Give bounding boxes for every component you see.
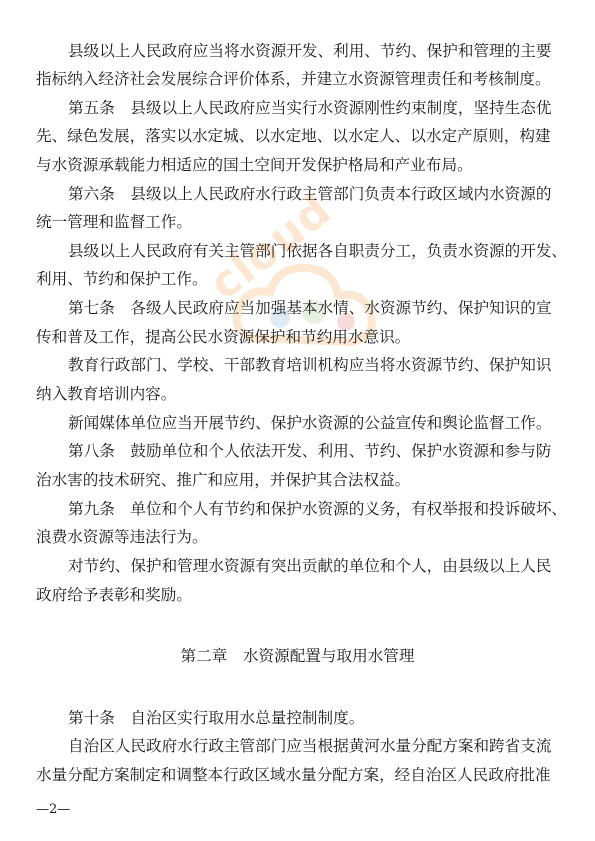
paragraph-line: 治水害的技术研究、推广和应用，并保护其合法权益。 (36, 471, 411, 489)
paragraph-line: 县级以上人民政府有关主管部门依据各自职责分工，负责水资源的开发、 (68, 242, 568, 260)
paragraph-line: 与水资源承载能力相适应的国土空间开发保护格局和产业布局。 (36, 156, 473, 174)
article-8-line: 第八条 鼓励单位和个人依法开发、利用、节约、保护水资源和参与防 (68, 442, 552, 460)
paragraph-line: 县级以上人民政府应当将水资源开发、利用、节约、保护和管理的主要 (68, 42, 552, 60)
paragraph-line: 对节约、保护和管理水资源有突出贡献的单位和个人，由县级以上人民 (68, 557, 552, 575)
paragraph-line: 传和普及工作，提高公民水资源保护和节约用水意识。 (36, 328, 411, 346)
article-10-line: 第十条 自治区实行取用水总量控制制度。 (68, 709, 365, 727)
article-9-line: 第九条 单位和个人有节约和保护水资源的义务，有权举报和投诉破坏、 (68, 500, 568, 518)
paragraph-line: 自治区人民政府水行政主管部门应当根据黄河水量分配方案和跨省支流 (68, 737, 552, 755)
paragraph-line: 指标纳入经济社会发展综合评价体系，并建立水资源管理责任和考核制度。 (36, 70, 551, 88)
paragraph-line: 教育行政部门、学校、干部教育培训机构应当将水资源节约、保护知识 (68, 356, 552, 374)
chapter-title: 第二章 水资源配置与取用水管理 (180, 647, 415, 665)
article-5-line: 第五条 县级以上人民政府应当实行水资源刚性约束制度，坚持生态优 (68, 99, 552, 117)
paragraph-line: 统一管理和监督工作。 (36, 213, 192, 231)
article-7-line: 第七条 各级人民政府应当加强基本水情、水资源节约、保护知识的宣 (68, 299, 552, 317)
paragraph-line: 浪费水资源等违法行为。 (36, 528, 208, 546)
article-6-line: 第六条 县级以上人民政府水行政主管部门负责本行政区域内水资源的 (68, 185, 552, 203)
paragraph-line: 先、绿色发展，落实以水定城、以水定地、以水定人、以水定产原则，构建 (36, 127, 551, 145)
paragraph-line: 政府给予表彰和奖励。 (36, 586, 192, 604)
page-number: —2— (36, 802, 71, 817)
paragraph-line: 纳入教育培训内容。 (36, 385, 177, 403)
paragraph-line: 新闻媒体单位应当开展节约、保护水资源的公益宣传和舆论监督工作。 (68, 414, 552, 432)
paragraph-line: 水量分配方案制定和调整本行政区域水量分配方案，经自治区人民政府批准 (36, 766, 551, 784)
watermark-text: cloud (200, 184, 342, 311)
paragraph-line: 利用、节约和保护工作。 (36, 270, 208, 288)
